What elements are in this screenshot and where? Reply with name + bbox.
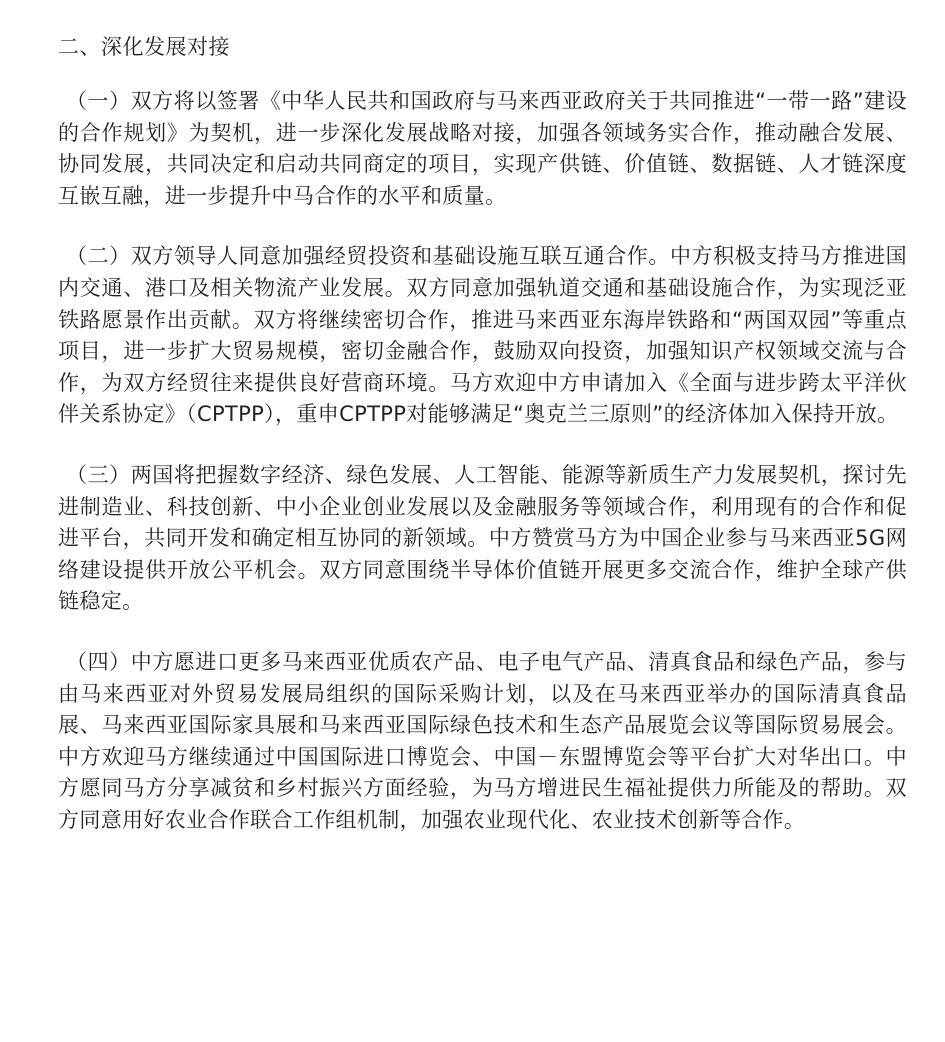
paragraph-1: （一）双方将以签署《中华人民共和国政府与马来西亚政府关于共同推进“一带一路”建设的合作规划》为契机，进一步深化发展战略对接，加强各领域务实合作，推动融合发展、协同发展，共同决定和启动共同商定的项目，实现产供链、价值链、数据链、人才链深度互嵌互融，进一步提升中马合作的水平和质量。 (58, 89, 907, 208)
paragraph-2: （二）双方领导人同意加强经贸投资和基础设施互联互通合作。中方积极支持马方推进国内交通、港口及相关物流产业发展。双方同意加强轨道交通和基础设施合作，为实现泛亚铁路愿景作出贡献。双方将继续密切合作，推进马来西亚东海岸铁路和“两国双园”等重点项目，进一步扩大贸易规模，密切金融合作，鼓励双向投资，加强知识产权领域交流与合作，为双方经贸往来提供良好营商环境。马方欢迎中方申请加入《全面与进步跨太平洋伙伴关系协定》（CPTPP），重申CPTPP对能够满足“奥克兰三原则”的经济体加入保持开放。 (58, 244, 907, 427)
paragraph-3: （三）两国将把握数字经济、绿色发展、人工智能、能源等新质生产力发展契机，探讨先进制造业、科技创新、中小企业创业发展以及金融服务等领域合作，利用现有的合作和促进平台，共同开发和确定相互协同的新领域。中方赞赏马方为中国企业参与马来西亚5G网络建设提供开放公平机会。双方同意围绕半导体价值链开展更多交流合作，维护全球产供链稳定。 (58, 462, 907, 614)
section-title: 二、深化发展对接 (58, 35, 230, 59)
paragraph-4: （四）中方愿进口更多马来西亚优质农产品、电子电气产品、清真食品和绿色产品，参与由马来西亚对外贸易发展局组织的国际采购计划，以及在马来西亚举办的国际清真食品展、马来西亚国际家具展和马来西亚国际绿色技术和生态产品展览会议等国际贸易展会。中方欢迎马方继续通过中国国际进口博览会、中国－东盟博览会等平台扩大对华出口。中方愿同马方分享减贫和乡村振兴方面经验，为马方增进民生福祉提供力所能及的帮助。双方同意用好农业合作联合工作组机制，加强农业现代化、农业技术创新等合作。 (58, 649, 907, 832)
